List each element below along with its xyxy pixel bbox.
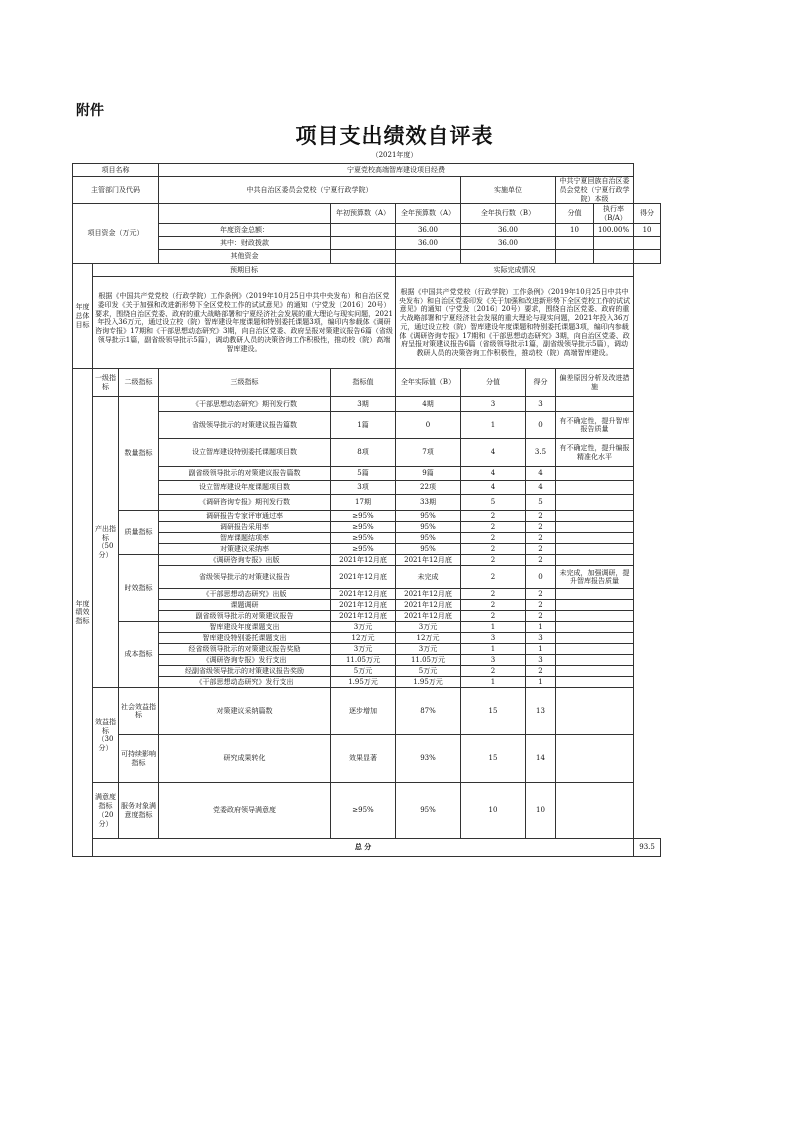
indicator-actual: 0 [396,412,461,439]
project-name-row [73,164,661,177]
indicator-row [73,600,661,611]
page-title: 项目支出绩效自评表 [295,123,494,148]
indicator-weight: 2 [461,589,526,600]
indicator-name: 《干部思想动态研究》期刊发行数 [159,397,331,412]
indicator-target: 8项 [331,439,396,467]
indicator-weight: 5 [461,495,526,511]
cost-indicator-label: 成本指标 [119,622,159,688]
funds-row-initial [331,237,396,250]
performance-table [72,163,661,857]
department-row [73,177,661,204]
indicator-name: 智库建设年度课题支出 [159,622,331,633]
indicator-actual: 33期 [396,495,461,511]
funds-header-full-year: 全年预算数（A） [396,204,461,224]
indicator-score: 0 [526,566,556,589]
indicator-weight: 4 [461,439,526,467]
indicator-weight: 2 [461,666,526,677]
indicator-name: 省级领导批示的对策建议报告篇数 [159,412,331,439]
indicator-reason [556,467,634,481]
indicator-actual: 93% [396,735,461,783]
funds-row-weight [556,250,594,264]
indicator-score: 13 [526,688,556,735]
indicator-score: 3 [526,633,556,644]
indicator-row [73,495,661,511]
indicator-score: 3.5 [526,439,556,467]
indicator-reason [556,611,634,622]
indicator-actual: 95% [396,511,461,522]
funds-row [73,250,661,264]
indicator-reason: 未完成，加强调研，提升智库报告质量 [556,566,634,589]
indicator-score: 2 [526,589,556,600]
indicator-score: 4 [526,481,556,495]
indicator-name: 研究成果转化 [159,735,331,783]
funds-row-label: 年度资金总额： [159,224,331,237]
funds-header-row [73,204,661,224]
funds-row [73,224,661,237]
indicator-target: 12万元 [331,633,396,644]
indicator-name: 经副省级领导批示的对策建议报告奖励 [159,666,331,677]
indicator-name: 《调研咨询专报》出版 [159,555,331,566]
indicator-row [73,688,661,735]
indicator-reason [556,533,634,544]
indicator-name: 调研报告采用率 [159,522,331,533]
header-reason: 偏差原因分析及改进措施 [556,369,634,397]
funds-row-full-year: 36.00 [396,237,461,250]
total-row [73,839,661,857]
indicator-weight: 1 [461,622,526,633]
header-weight: 分值 [461,369,526,397]
indicator-reason: 有不确定性，提升编报精准化水平 [556,439,634,467]
indicator-row [73,566,661,589]
indicator-reason [556,495,634,511]
goals-text-row [73,277,661,369]
funds-row-weight [556,237,594,250]
indicator-weight: 1 [461,677,526,688]
indicator-target: 5万元 [331,666,396,677]
funds-row-full-year [396,250,461,264]
indicator-weight: 1 [461,412,526,439]
indicator-score: 5 [526,495,556,511]
goals-header-row [73,264,661,277]
indicator-reason [556,666,634,677]
indicator-row [73,544,661,555]
indicator-target: ≥95% [331,544,396,555]
indicator-row [73,589,661,600]
funds-header-rate: 执行率（B/A） [594,204,634,224]
indicator-score: 1 [526,622,556,633]
indicator-row [73,611,661,622]
indicator-row [73,644,661,655]
indicator-actual: 4期 [396,397,461,412]
goals-label: 年度总体目标 [73,264,93,369]
indicator-name: 副省级领导批示的对策建议报告篇数 [159,467,331,481]
funds-row-exec: 36.00 [461,237,556,250]
project-name-label: 项目名称 [73,164,159,177]
social-benefit-label: 社会效益指标 [119,688,159,735]
indicator-row [73,533,661,544]
total-value: 93.5 [634,839,661,857]
indicator-target: 1.95万元 [331,677,396,688]
indicator-reason [556,783,634,839]
funds-row-score: 10 [634,224,661,237]
indicator-weight: 3 [461,397,526,412]
indicator-weight: 1 [461,644,526,655]
indicator-weight: 2 [461,611,526,622]
funds-row-score [634,250,661,264]
indicator-score: 2 [526,600,556,611]
indicator-name: 对策建议采纳篇数 [159,688,331,735]
indicator-target: 1篇 [331,412,396,439]
indicator-reason [556,600,634,611]
indicator-name: 《调研咨询专报》发行支出 [159,655,331,666]
indicator-row [73,412,661,439]
indicator-name: 智库建设特别委托课题支出 [159,633,331,644]
indicator-reason [556,655,634,666]
goals-expected-text: 根据《中国共产党党校（行政学院）工作条例》（2019年10月25日中共中央发布）和自治区党委印发《关于加强和改进新形势下全区党校工作的试试意见》的通知（宁党发〔2016〕20号）要求，围绕自治区党委、政府的重大战略部署和宁夏经济社会发展的重大理论与现实问题，2021年投入36万元，通过设立校（院）智库建设年度课题和特别委托课题3项，编印内参载体《调研咨询专报》17期和《干部思想动态研究》3期，向自治区党委、政府呈报对策建议报告6篇（省级领导批示1篇，副省级领导批示5篇），调动教研人员的决策咨询工作积极性，推动校（院）高端智库建设。 [93,277,396,369]
indicator-name: 《干部思想动态研究》出版 [159,589,331,600]
project-name-value: 宁夏党校高端智库建设项目经费 [159,164,634,177]
indicator-name: 《调研咨询专报》期刊发行数 [159,495,331,511]
indicator-target: 2021年12月底 [331,555,396,566]
indicator-row [73,555,661,566]
funds-row-exec [461,250,556,264]
indicator-row [73,439,661,467]
header-level1: 一级指标 [93,369,119,397]
indicator-actual: 3万元 [396,622,461,633]
indicator-actual: 9篇 [396,467,461,481]
indicators-header-row [73,369,661,397]
indicator-score: 2 [526,666,556,677]
indicator-row [73,655,661,666]
funds-row-rate [594,237,634,250]
indicator-weight: 2 [461,600,526,611]
quantity-indicator-label: 数量指标 [119,397,159,511]
total-label: 总 分 [93,839,634,857]
indicator-score: 2 [526,511,556,522]
indicator-actual: 2021年12月底 [396,555,461,566]
indicator-name: 智库课题结项率 [159,533,331,544]
indicator-row [73,783,661,839]
funds-header-blank [159,204,331,224]
indicator-weight: 2 [461,566,526,589]
indicator-weight: 2 [461,533,526,544]
funds-row-initial [331,250,396,264]
indicator-actual: 2021年12月底 [396,589,461,600]
indicator-score: 14 [526,735,556,783]
indicator-name: 经省级领导批示的对策建议报告奖励 [159,644,331,655]
indicator-actual: 95% [396,783,461,839]
service-satisfaction-label: 服务对象满意度指标 [119,783,159,839]
funds-row-weight: 10 [556,224,594,237]
header-level3: 三级指标 [159,369,331,397]
timeliness-indicator-label: 时效指标 [119,555,159,622]
funds-row-full-year: 36.00 [396,224,461,237]
indicator-target: 3期 [331,397,396,412]
indicator-row [73,397,661,412]
funds-row-rate [594,250,634,264]
indicator-row [73,677,661,688]
indicator-actual: 12万元 [396,633,461,644]
funds-label: 项目资金（万元） [73,204,159,264]
indicator-target: ≥95% [331,522,396,533]
goals-expected-header: 预期目标 [93,264,396,277]
quality-indicator-label: 质量指标 [119,511,159,555]
indicator-weight: 4 [461,481,526,495]
funds-row-label: 其他资金 [159,250,331,264]
indicator-row [73,622,661,633]
indicator-name: 《干部思想动态研究》发行支出 [159,677,331,688]
indicator-reason [556,589,634,600]
funds-row-score [634,237,661,250]
indicator-reason [556,735,634,783]
indicator-weight: 15 [461,735,526,783]
indicators-section-label: 年度绩效指标 [73,369,93,857]
indicator-row [73,467,661,481]
indicator-reason [556,481,634,495]
goals-actual-text: 根据《中国共产党党校（行政学院）工作条例》（2019年10月25日中共中央发布）和自治区党委印发《关于加强和改进新形势下全区党校工作的试试意见》的通知（宁党发〔2016〕20号）要求，围绕自治区党委、政府的重大战略部署和宁夏经济社会发展的重大理论与现实问题，2021年投入36万元，通过设立校（院）智库建设年度课题和特别委托课题3项，编印内参载体《调研咨询专报》17期和《干部思想动态研究》3期，向自治区党委、政府呈报对策建议报告6篇（省级领导批示1篇，副省级领导批示5篇），调动教研人员的决策咨询工作积极性，推动校（院）高端智库建设。 [396,277,634,369]
indicator-score: 2 [526,555,556,566]
indicator-reason [556,633,634,644]
indicator-weight: 3 [461,633,526,644]
funds-row [73,237,661,250]
funds-header-score: 得分 [634,204,661,224]
indicator-actual: 1.95万元 [396,677,461,688]
indicator-target: 2021年12月底 [331,589,396,600]
indicator-reason [556,677,634,688]
indicator-target: 11.05万元 [331,655,396,666]
indicator-target: 3万元 [331,644,396,655]
indicator-score: 3 [526,655,556,666]
indicator-row [73,511,661,522]
indicator-reason [556,397,634,412]
indicator-weight: 2 [461,555,526,566]
indicator-name: 党委政府领导满意度 [159,783,331,839]
indicator-score: 0 [526,412,556,439]
funds-row-exec: 36.00 [461,224,556,237]
indicator-score: 2 [526,611,556,622]
header-level2: 二级指标 [119,369,159,397]
indicator-target: ≥95% [331,783,396,839]
indicator-actual: 7项 [396,439,461,467]
benefit-indicator-label: 效益指标（30分） [93,688,119,783]
indicator-reason [556,644,634,655]
indicator-actual: 2021年12月底 [396,600,461,611]
indicator-name: 课题调研 [159,600,331,611]
indicator-row [73,633,661,644]
indicator-reason [556,511,634,522]
output-indicator-label: 产出指标（50分） [93,397,119,688]
indicator-actual: 87% [396,688,461,735]
indicator-score: 1 [526,644,556,655]
indicator-reason: 有不确定性，提升智库报告质量 [556,412,634,439]
indicator-reason [556,622,634,633]
indicator-name: 副省级领导批示的对策建议报告 [159,611,331,622]
satisfaction-indicator-label: 满意度指标（20分） [93,783,119,839]
indicator-score: 2 [526,522,556,533]
indicator-score: 2 [526,544,556,555]
indicator-target: 2021年12月底 [331,600,396,611]
indicator-actual: 95% [396,533,461,544]
indicator-row [73,522,661,533]
indicator-actual: 95% [396,522,461,533]
indicator-actual: 95% [396,544,461,555]
sustain-impact-label: 可持续影响指标 [119,735,159,783]
indicator-target: 效果显著 [331,735,396,783]
dept-label: 主管部门及代码 [73,177,159,204]
indicator-reason [556,522,634,533]
indicator-weight: 2 [461,511,526,522]
indicator-score: 1 [526,677,556,688]
indicator-weight: 15 [461,688,526,735]
indicator-target: 3项 [331,481,396,495]
indicator-target: 5篇 [331,467,396,481]
indicator-target: ≥95% [331,533,396,544]
indicator-name: 设立智库建设年度课题项目数 [159,481,331,495]
indicator-target: 17期 [331,495,396,511]
goals-actual-header: 实际完成情况 [396,264,634,277]
indicator-target: 3万元 [331,622,396,633]
indicator-target: ≥95% [331,511,396,522]
dept-value: 中共自治区委员会党校（宁夏行政学院） [159,177,461,204]
header-score: 得分 [526,369,556,397]
funds-header-exec: 全年执行数（B） [461,204,556,224]
indicator-score: 10 [526,783,556,839]
indicator-row [73,735,661,783]
indicator-name: 设立智库建设特别委托课题项目数 [159,439,331,467]
funds-header-weight: 分值 [556,204,594,224]
indicator-name: 调研报告专家评审通过率 [159,511,331,522]
indicator-actual: 22项 [396,481,461,495]
funds-row-label: 其中：财政拨款 [159,237,331,250]
indicator-weight: 4 [461,467,526,481]
indicator-row [73,481,661,495]
indicator-score: 3 [526,397,556,412]
indicator-name: 省级领导批示的对策建议报告 [159,566,331,589]
impl-label: 实施单位 [461,177,556,204]
indicator-weight: 3 [461,655,526,666]
indicator-reason [556,688,634,735]
funds-row-initial [331,224,396,237]
indicator-weight: 10 [461,783,526,839]
indicator-target: 2021年12月底 [331,611,396,622]
indicator-actual: 11.05万元 [396,655,461,666]
year-label: （2021年度） [371,151,418,159]
indicator-name: 对策建议采纳率 [159,544,331,555]
header-actual: 全年实际值（B） [396,369,461,397]
indicator-reason [556,555,634,566]
indicator-target: 2021年12月底 [331,566,396,589]
indicator-score: 2 [526,533,556,544]
indicator-actual: 3万元 [396,644,461,655]
indicator-actual: 5万元 [396,666,461,677]
indicator-actual: 未完成 [396,566,461,589]
indicator-weight: 2 [461,522,526,533]
indicator-weight: 2 [461,544,526,555]
indicator-row [73,666,661,677]
funds-header-initial: 年初预算数（A） [331,204,396,224]
funds-row-rate: 100.00% [594,224,634,237]
impl-value: 中共宁夏回族自治区委员会党校（宁夏行政学院）本级 [556,177,634,204]
indicator-score: 4 [526,467,556,481]
header-target: 指标值 [331,369,396,397]
indicator-target: 逐步增加 [331,688,396,735]
indicator-actual: 2021年12月底 [396,611,461,622]
indicator-reason [556,544,634,555]
attachment-label: 附件 [76,103,104,119]
